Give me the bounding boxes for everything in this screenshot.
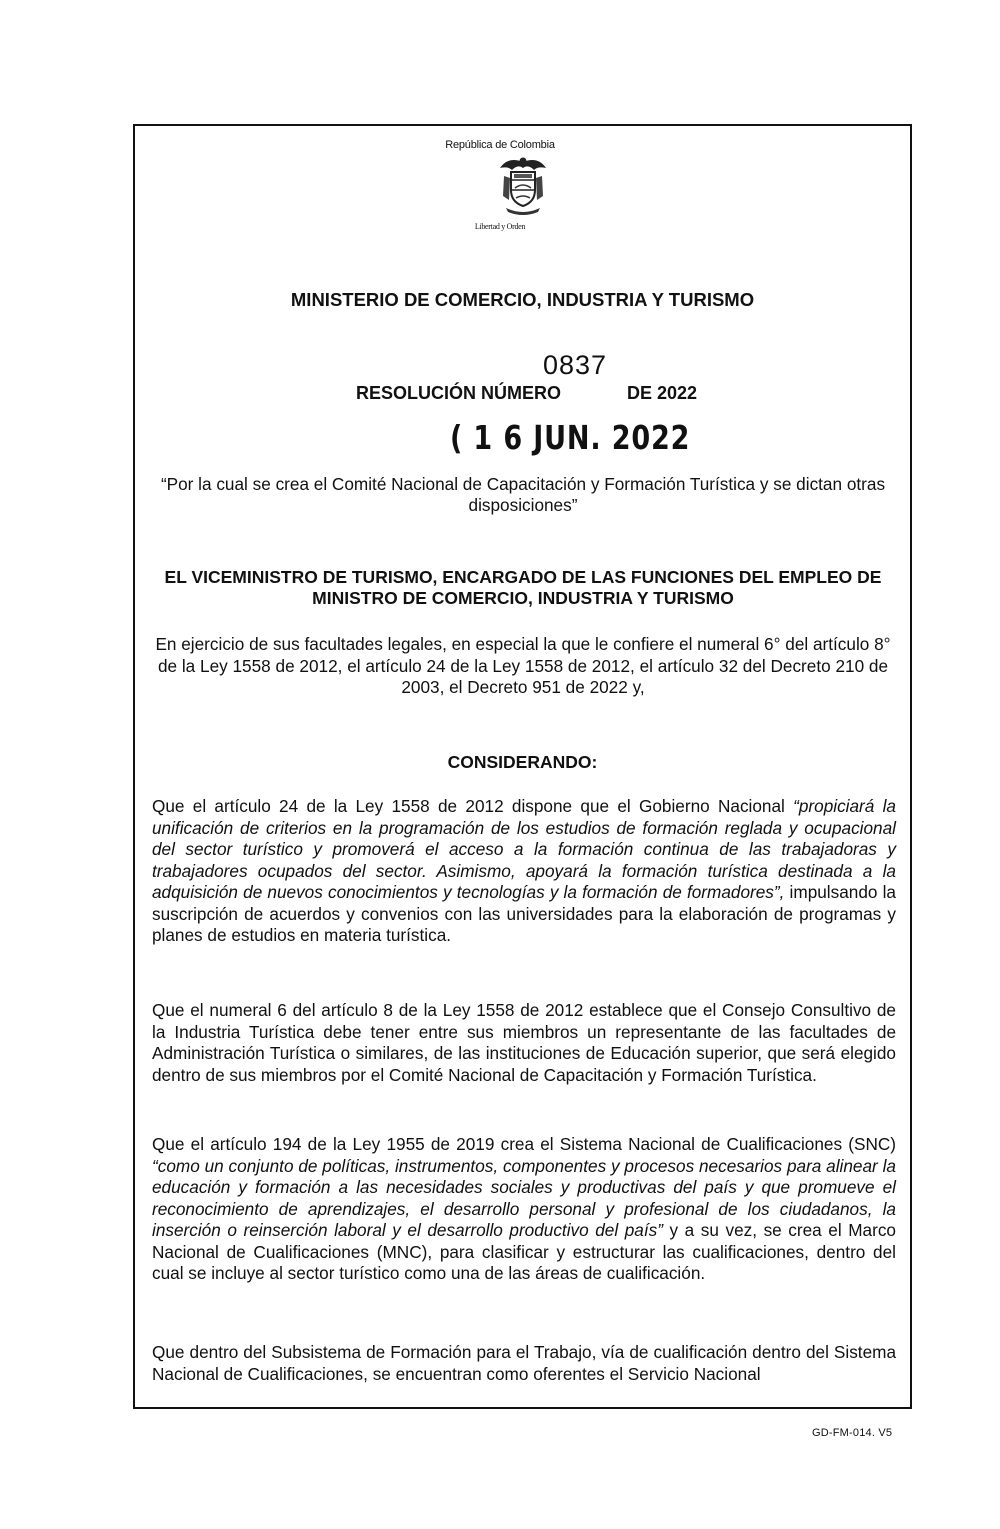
paragraph-text: y a su vez, se crea el Marco Nacional de Cualificaciones (MNC), para clasificar y estructurar las cualificaciones, dentro del cual se incluye al sector turístico como una de las áreas de cualificación. <box>152 1220 896 1283</box>
national-motto: Libertad y Orden <box>474 222 526 231</box>
resolution-label: RESOLUCIÓN NÚMERO <box>356 383 562 403</box>
resolution-title: “Por la cual se crea el Comité Nacional de Capacitación y Formación Turística y se dictan otras disposiciones” <box>160 474 886 515</box>
paragraph-text: Que el artículo 24 de la Ley 1558 de 2012 dispone que el Gobierno Nacional <box>152 796 794 816</box>
resolution-year: DE 2022 <box>627 383 698 403</box>
paragraph-text: Que el artículo 194 de la Ley 1955 de 2019 crea el Sistema Nacional de Cualificaciones (SNC) <box>152 1134 896 1154</box>
considerando-paragraph-2: Que el numeral 6 del artículo 8 de la Ley 1558 de 2012 establece que el Consejo Consultivo de la Industria Turística debe tener entre sus miembros un representante de las facultades de Administración Turística o similares, de las instituciones de Educación superior, que será elegido dentro de sus miembros por el Comité Nacional de Capacitación y Formación Turística. <box>152 1000 896 1085</box>
considerando-paragraph-4: Que dentro del Subsistema de Formación para el Trabajo, vía de cualificación dentro del Sistema Nacional de Cualificaciones, se encuentran como oferentes el Servicio Nacional <box>152 1342 896 1384</box>
issuing-authority: EL VICEMINISTRO DE TURISMO, ENCARGADO DE LAS FUNCIONES DEL EMPLEO DE MINISTRO DE COMERCIO, INDUSTRIA Y TURISMO <box>164 567 882 608</box>
considerando-paragraph-1 <box>152 796 896 947</box>
quoted-text: “propiciará la unificación de criterios en la programación de los estudios de formación reglada y ocupacional del sector turístico y promoverá el acceso a la formación continua de las trabajadoras y trabajadores ocupados del sector. Asimismo, apoyará la formación turística destinada a la adquisición de nuevos conocimientos y tecnologías y la formación de formadores”, <box>152 796 896 902</box>
paragraph-text: impulsando la suscripción de acuerdos y convenios con las universidades para la elaboración de programas y planes de estudios en materia turística. <box>152 882 896 945</box>
considerando-heading: CONSIDERANDO: <box>447 752 598 772</box>
legal-preamble: En ejercicio de sus facultades legales, en especial la que le confiere el numeral 6° del artículo 8° de la Ley 1558 de 2012, el artículo 24 de la Ley 1558 de 2012, el artículo 32 del Decreto 210 de 2003, el Decreto 951 de 2022 y, <box>155 634 891 697</box>
form-code: GD-FM-014. V5 <box>812 1427 893 1439</box>
considerando-paragraph-3 <box>152 1134 896 1285</box>
resolution-date-stamp: ( 1 6 JUN. 2022 <box>450 418 691 457</box>
ministry-name: MINISTERIO DE COMERCIO, INDUSTRIA Y TURISMO <box>290 289 755 310</box>
coat-of-arms-of-colombia-icon <box>494 154 552 218</box>
resolution-number: 0837 <box>543 350 608 380</box>
country-header: República de Colombia <box>445 139 555 151</box>
quoted-text: “como un conjunto de políticas, instrumentos, componentes y procesos necesarios para alinear la educación y formación a las necesidades sociales y productivas del país y que promueve el reconocimiento de aprendizajes, el desarrollo personal y profesional de los ciudadanos, la inserción o reinserción laboral y el desarrollo productivo del país” <box>152 1155 896 1240</box>
